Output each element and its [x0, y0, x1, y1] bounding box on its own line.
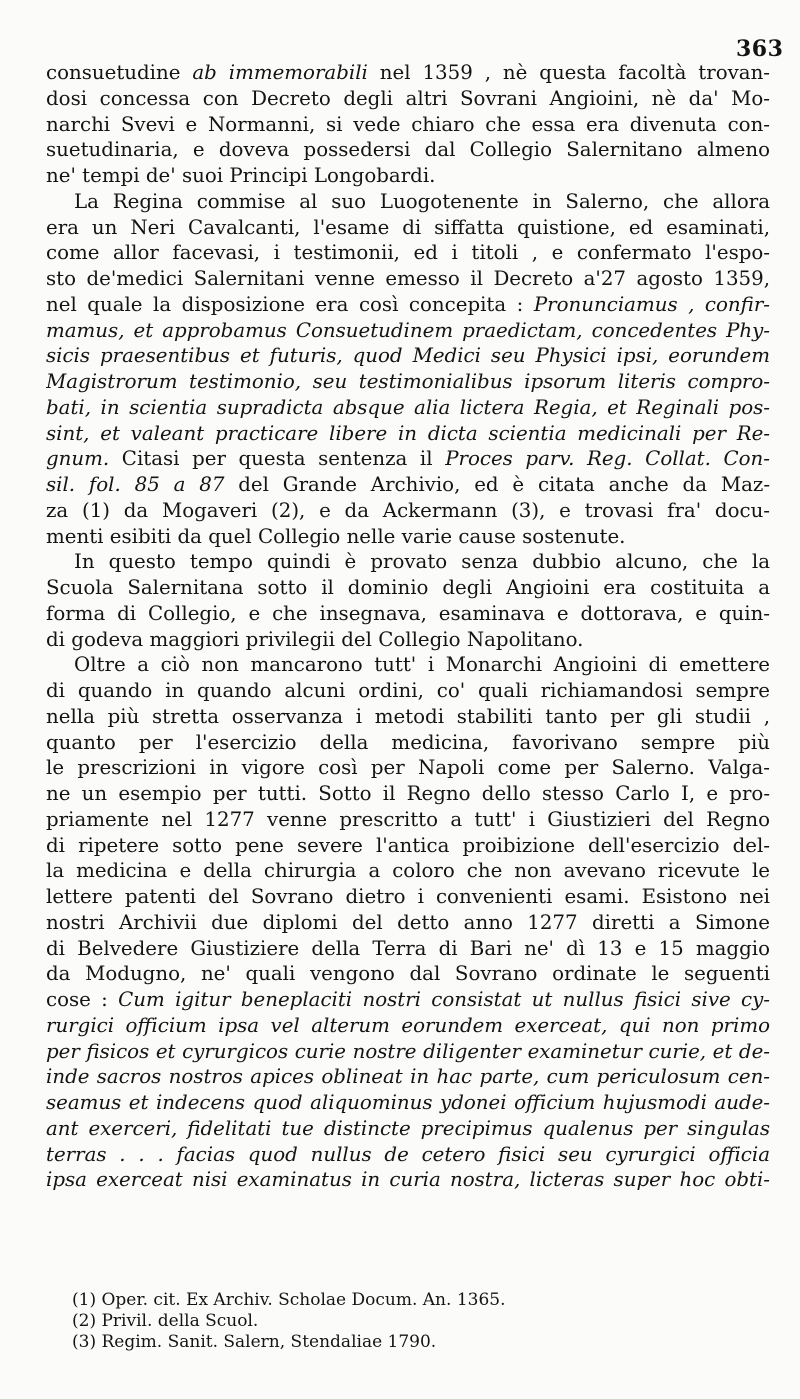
text-segment: cose :	[46, 988, 119, 1011]
italic-text: Proces parv. Reg. Collat. Con-	[445, 447, 770, 471]
text-segment: narchi Svevi e Normanni, si vede chiaro che essa era divenuta con-	[46, 112, 770, 136]
text-segment: Scuola Salernitana sotto il dominio degli Angioini era costituita a	[46, 576, 770, 599]
text-line	[46, 1090, 770, 1116]
text-segment: menti esibiti da quel Collegio nelle varie cause sostenute.	[46, 524, 626, 548]
text-line	[46, 369, 770, 395]
text-line	[46, 884, 770, 910]
text-line	[46, 498, 770, 524]
italic-text: Pronunciamus , confir-	[533, 292, 770, 316]
text-line	[46, 343, 770, 369]
italic-text: ab immemorabili	[192, 61, 368, 84]
text-line	[46, 987, 770, 1013]
italic-text: rurgici officium ipsa vel alterum eorundem exerceat, qui non primo	[46, 1013, 770, 1037]
text-line	[46, 652, 770, 678]
footnote: (1) Oper. cit. Ex Archiv. Scholae Docum. An. 1365.	[72, 1290, 506, 1310]
text-segment: nel 1359 , nè questa facoltà trovan-	[367, 61, 770, 84]
text-line	[46, 730, 770, 756]
text-segment: nostri Archivii due diplomi del detto anno 1277 diretti a Simone	[46, 910, 770, 934]
text-segment: dosi concessa con Decreto degli altri Sovrani Angioini, nè da' Mo-	[46, 86, 770, 110]
italic-text: sicis praesentibus et futuris, quod Medici seu Physici ipsi, eorundem	[46, 344, 770, 368]
text-line	[46, 807, 770, 833]
text-line	[46, 678, 770, 704]
italic-text: sint, et valeant practicare libere in dicta scientia medicinali per Re-	[46, 421, 770, 445]
text-line	[46, 472, 770, 498]
text-segment: ne' tempi de' suoi Principi Longobardi.	[46, 164, 436, 187]
text-line	[46, 524, 770, 550]
text-line	[46, 833, 770, 859]
text-segment: la medicina e della chirurgia a coloro che non avevano ricevute le	[46, 859, 770, 883]
text-line	[46, 1013, 770, 1039]
text-line	[46, 112, 770, 138]
text-line	[46, 240, 770, 266]
text-line	[46, 1064, 770, 1090]
text-line	[46, 549, 770, 575]
italic-text: bati, in scientia supradicta absque alia lictera Regia, et Reginali pos-	[46, 395, 770, 419]
text-line	[46, 189, 770, 215]
text-line	[46, 1167, 770, 1193]
text-segment: quanto per l'esercizio della medicina, favorivano sempre più	[46, 730, 770, 754]
text-segment: nel quale la disposizione era così concepita :	[46, 292, 534, 316]
text-segment: le prescrizioni in vigore così per Napoli come per Salerno. Valga-	[46, 756, 770, 780]
text-line	[46, 60, 770, 86]
text-line	[46, 1142, 770, 1168]
italic-text: gnum.	[46, 447, 110, 471]
text-segment: di quando in quando alcuni ordini, co' quali richiamandosi sempre	[46, 679, 770, 702]
text-line	[46, 163, 770, 189]
italic-text: per fisicos et cyrurgicos curie nostre diligenter examinetur curie, et de-	[46, 1039, 770, 1063]
text-segment: nella più stretta osservanza i metodi stabiliti tanto per gli studii ,	[46, 704, 770, 728]
page-number: 363	[736, 36, 784, 62]
italic-text: ant exerceri, fidelitati tue distincte precipimus qualenus per singulas	[46, 1116, 770, 1140]
italic-text: mamus, et approbamus Consuetudinem praedictam, concedentes Phy-	[46, 318, 770, 342]
italic-text: Cum igitur beneplaciti nostri consistat ut nullus fisici sive cy-	[118, 988, 770, 1011]
text-segment: sto de'medici Salernitani venne emesso il Decreto a'27 agosto 1359,	[46, 267, 770, 290]
footnote: (3) Regim. Sanit. Salern, Stendaliae 1790.	[72, 1332, 437, 1352]
text-line	[46, 137, 770, 163]
text-segment: come allor facevasi, i testimonii, ed i titoli , e confermato l'espo-	[46, 241, 770, 265]
text-segment: Oltre a ciò non mancarono tutt' i Monarchi Angioini di emettere	[74, 653, 770, 677]
text-line	[46, 421, 770, 447]
text-line	[46, 575, 770, 601]
text-line	[46, 86, 770, 112]
text-segment: In questo tempo quindi è provato senza dubbio alcuno, che la	[74, 550, 770, 574]
text-line	[46, 936, 770, 962]
text-segment: Citasi per questa sentenza il	[109, 447, 446, 471]
text-segment: forma di Collegio, e che insegnava, esaminava e dottorava, e quin-	[46, 601, 770, 625]
italic-text: ipsa exerceat nisi examinatus in curia nostra, licteras super hoc obti-	[46, 1168, 770, 1192]
text-segment: di ripetere sotto pene severe l'antica proibizione dell'esercizio del-	[46, 833, 770, 857]
italic-text: sil. fol. 85 a 87	[46, 473, 225, 496]
text-segment: di Belvedere Giustiziere della Terra di Bari ne' dì 13 e 15 maggio	[46, 936, 770, 960]
text-segment: za (1) da Mogaveri (2), e da Ackermann (3), e trovasi fra' docu-	[46, 498, 770, 522]
text-segment: La Regina commise al suo Luogotenente in Salerno, che allora	[74, 189, 770, 213]
text-segment: ne un esempio per tutti. Sotto il Regno dello stesso Carlo I, e pro-	[46, 782, 770, 805]
text-segment: di godeva maggiori privilegii del Collegio Napolitano.	[46, 627, 584, 651]
text-segment: da Modugno, ne' quali vengono dal Sovrano ordinate le seguenti	[46, 962, 770, 986]
text-segment: lettere patenti del Sovrano dietro i convenienti esami. Esistono nei	[46, 885, 770, 908]
text-segment: del Grande Archivio, ed è citata anche da Maz-	[224, 473, 770, 496]
text-line	[46, 781, 770, 807]
footnote: (2) Privil. della Scuol.	[72, 1311, 259, 1331]
text-line	[46, 961, 770, 987]
text-line	[46, 627, 770, 653]
text-line	[46, 292, 770, 318]
text-line	[46, 601, 770, 627]
text-segment: era un Neri Cavalcanti, l'esame di siffatta quistione, ed esaminati,	[46, 215, 770, 239]
text-segment: suetudinaria, e doveva possedersi dal Collegio Salernitano almeno	[46, 138, 770, 162]
text-segment: priamente nel 1277 venne prescritto a tutt' i Giustizieri del Regno	[46, 807, 770, 831]
text-line	[46, 858, 770, 884]
text-line	[46, 395, 770, 421]
body-text	[46, 60, 770, 1193]
text-line	[46, 318, 770, 344]
italic-text: Magistrorum testimonio, seu testimonialibus ipsorum literis compro-	[46, 370, 770, 393]
text-line	[46, 215, 770, 241]
footnotes	[72, 1290, 592, 1353]
text-line	[46, 266, 770, 292]
italic-text: inde sacros nostros apices oblineat in hac parte, cum periculosum cen-	[46, 1065, 770, 1089]
text-line	[46, 755, 770, 781]
text-line	[46, 910, 770, 936]
text-line	[46, 1039, 770, 1065]
text-line	[46, 704, 770, 730]
text-line	[46, 446, 770, 472]
italic-text: terras . . . facias quod nullus de cetero fisici seu cyrurgici officia	[46, 1142, 770, 1166]
text-segment: consuetudine	[46, 61, 193, 84]
italic-text: seamus et indecens quod aliquominus ydonei officium hujusmodi aude-	[46, 1091, 770, 1114]
text-line	[46, 1116, 770, 1142]
